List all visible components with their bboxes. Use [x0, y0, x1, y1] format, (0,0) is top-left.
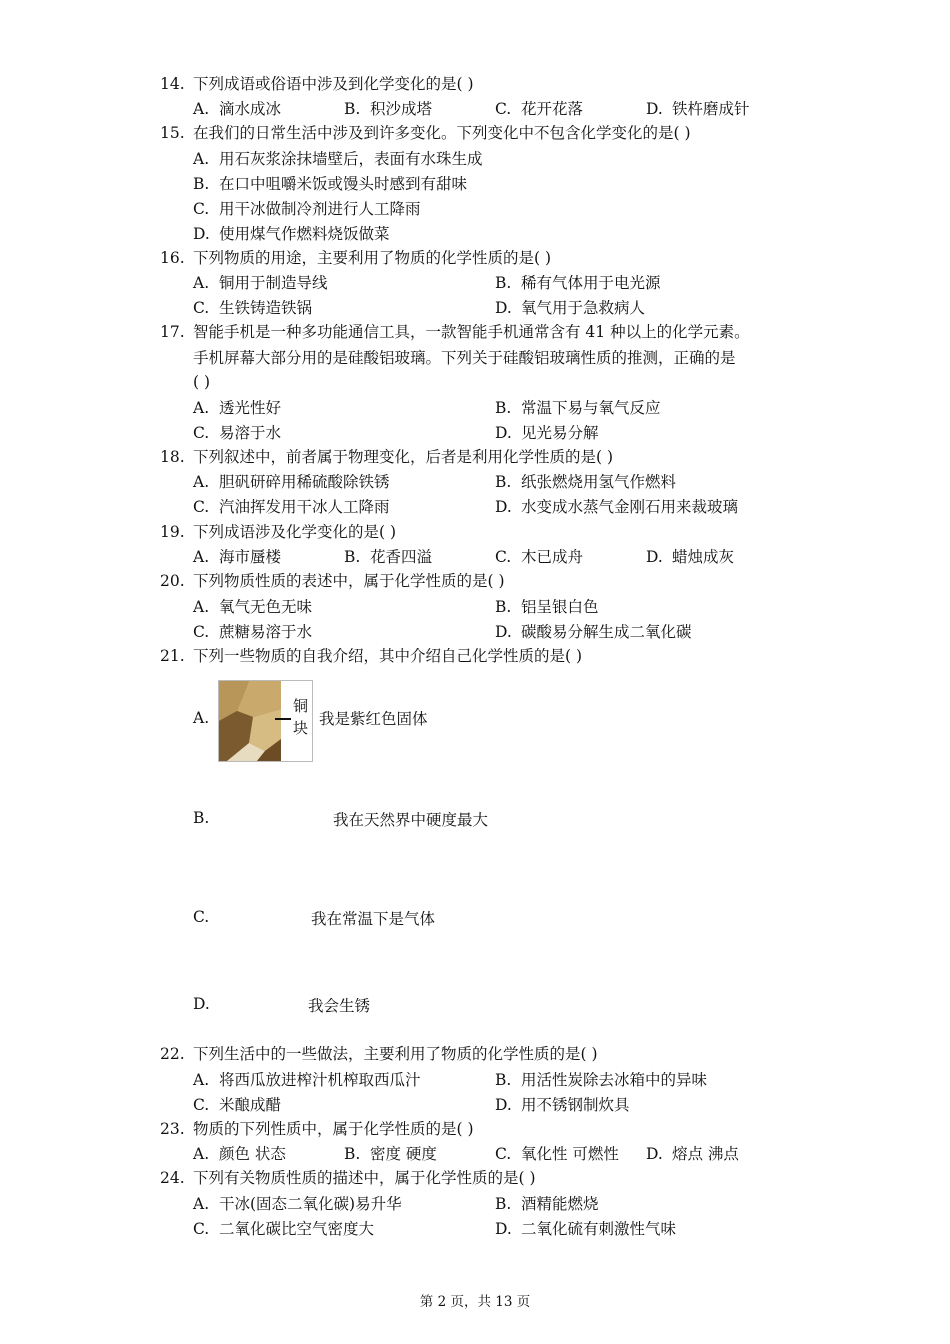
option-c-text: 我在常温下是气体 — [311, 910, 436, 928]
option-b: B. 在口中咀嚼米饭或馒头时感到有甜味 — [193, 175, 468, 193]
option-b: B. 酒精能燃烧 — [495, 1195, 599, 1213]
question-number: 20. — [160, 572, 185, 590]
option-c: C. 花开花落 — [495, 100, 584, 118]
option-a: A. 颜色 状态 — [193, 1145, 286, 1163]
option-d: D. 使用煤气作燃料烧饭做菜 — [193, 225, 390, 243]
option-a: A. 胆矾研碎用稀硫酸除铁锈 — [193, 473, 390, 491]
question-text: 下列一些物质的自我介绍，其中介绍自己化学性质的是( ) — [193, 647, 583, 665]
option-c: C. 二氧化碳比空气密度大 — [193, 1220, 375, 1238]
question-number: 17. — [160, 323, 185, 341]
question-text: 下列叙述中，前者属于物理变化，后者是利用化学性质的是( ) — [193, 448, 614, 466]
option-b: B. 稀有气体用于电光源 — [495, 274, 661, 292]
option-d: D. 用不锈钢制炊具 — [495, 1096, 630, 1114]
question-number: 22. — [160, 1045, 185, 1063]
question-text: 智能手机是一种多功能通信工具，一款智能手机通常含有 41 种以上的化学元素。 — [193, 323, 750, 341]
question-text: 下列生活中的一些做法，主要利用了物质的化学性质的是( ) — [193, 1045, 598, 1063]
copper-block-label: 铜块 — [293, 697, 309, 737]
question-number: 19. — [160, 523, 185, 541]
option-a: A. 用石灰浆涂抹墙壁后，表面有水珠生成 — [193, 150, 483, 168]
copper-block-image — [218, 680, 313, 762]
question-number: 14. — [160, 75, 185, 93]
option-a-letter: A. — [193, 709, 210, 727]
option-a: A. 干冰(固态二氧化碳)易升华 — [193, 1195, 402, 1213]
question-number: 16. — [160, 249, 185, 267]
option-b: B. 铝呈银白色 — [495, 598, 599, 616]
option-c: C. 易溶于水 — [193, 424, 282, 442]
question-number: 21. — [160, 647, 185, 665]
option-c: C. 米酿成醋 — [193, 1096, 282, 1114]
page-footer: 第 2 页，共 13 页 — [419, 1294, 531, 1310]
question-text-line-3: ( ) — [193, 373, 211, 391]
question-text: 在我们的日常生活中涉及到许多变化。下列变化中不包含化学变化的是( ) — [193, 124, 691, 142]
question-text: 下列物质性质的表述中，属于化学性质的是( ) — [193, 572, 505, 590]
option-b: B. 积沙成塔 — [344, 100, 433, 118]
option-c: C. 蔗糖易溶于水 — [193, 623, 313, 641]
question-text: 下列物质的用途，主要利用了物质的化学性质的是( ) — [193, 249, 552, 267]
option-b-letter: B. — [193, 809, 210, 827]
option-b: B. 花香四溢 — [344, 548, 433, 566]
option-b-text: 我在天然界中硬度最大 — [333, 811, 489, 829]
option-c: C. 生铁铸造铁锅 — [193, 299, 313, 317]
option-b: B. 常温下易与氧气反应 — [495, 399, 661, 417]
option-a: A. 海市蜃楼 — [193, 548, 282, 566]
question-number: 18. — [160, 448, 185, 466]
question-text: 下列成语涉及化学变化的是( ) — [193, 523, 397, 541]
option-a: A. 滴水成冰 — [193, 100, 282, 118]
question-number: 15. — [160, 124, 185, 142]
option-d: D. 水变成水蒸气金刚石用来裁玻璃 — [495, 498, 739, 516]
option-c: C. 用干冰做制冷剂进行人工降雨 — [193, 200, 421, 218]
option-a: A. 透光性好 — [193, 399, 282, 417]
option-c-letter: C. — [193, 908, 210, 926]
question-number: 23. — [160, 1120, 185, 1138]
question-text: 下列成语或俗语中涉及到化学变化的是( ) — [193, 75, 474, 93]
option-c: C. 木已成舟 — [495, 548, 584, 566]
option-d: D. 碳酸易分解生成二氧化碳 — [495, 623, 692, 641]
option-b: B. 密度 硬度 — [344, 1145, 437, 1163]
option-d-letter: D. — [193, 995, 210, 1013]
option-c: C. 汽油挥发用干冰人工降雨 — [193, 498, 390, 516]
question-text: 物质的下列性质中，属于化学性质的是( ) — [193, 1120, 474, 1138]
option-d: D. 见光易分解 — [495, 424, 599, 442]
question-text-line-2: 手机屏幕大部分用的是硅酸铝玻璃。下列关于硅酸铝玻璃性质的推测，正确的是 — [193, 349, 736, 367]
option-a: A. 氧气无色无味 — [193, 598, 313, 616]
option-a: A. 将西瓜放进榨汁机榨取西瓜汁 — [193, 1071, 421, 1089]
option-b: B. 纸张燃烧用氢气作燃料 — [495, 473, 677, 491]
option-d-text: 我会生锈 — [308, 997, 371, 1015]
option-d: D. 铁杵磨成针 — [646, 100, 750, 118]
option-d: D. 蜡烛成灰 — [646, 548, 735, 566]
option-a-text: 我是紫红色固体 — [319, 710, 428, 728]
option-d: D. 二氧化硫有刺激性气味 — [495, 1220, 677, 1238]
option-c: C. 氧化性 可燃性 — [495, 1145, 619, 1163]
option-d: D. 熔点 沸点 — [646, 1145, 739, 1163]
option-a: A. 铜用于制造导线 — [193, 274, 328, 292]
option-b: B. 用活性炭除去冰箱中的异味 — [495, 1071, 708, 1089]
question-text: 下列有关物质性质的描述中，属于化学性质的是( ) — [193, 1169, 536, 1187]
question-number: 24. — [160, 1169, 185, 1187]
option-d: D. 氧气用于急救病人 — [495, 299, 646, 317]
